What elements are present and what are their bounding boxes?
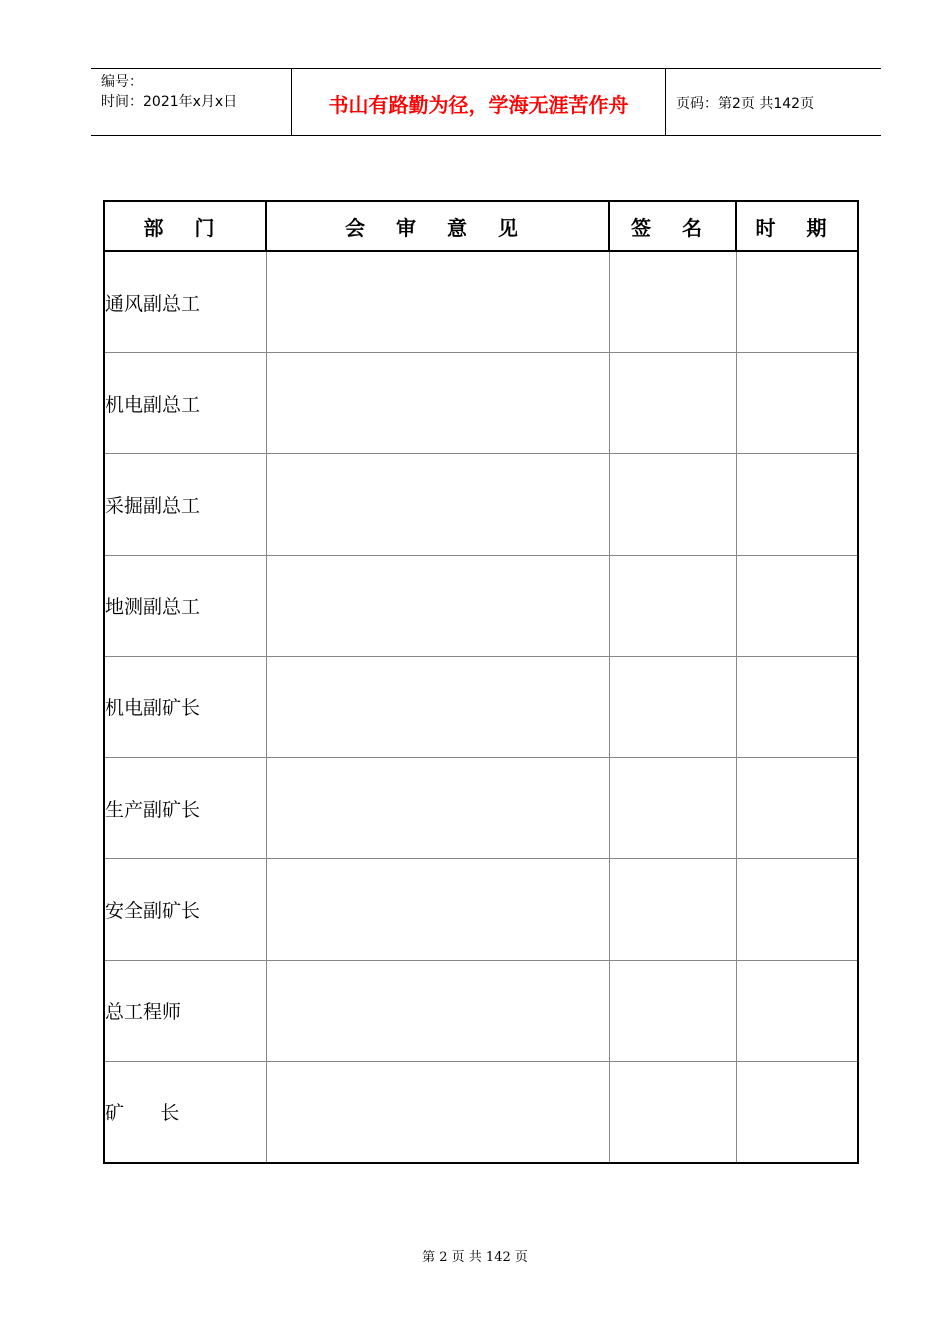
table-row [104, 656, 858, 757]
signature-cell[interactable] [609, 960, 736, 1061]
table-row [104, 758, 858, 859]
header-opinion: 会 审 意 见 [266, 201, 609, 251]
dept-cell: 采掘副总工 [104, 454, 266, 555]
signature-cell[interactable] [609, 1061, 736, 1163]
opinion-cell[interactable] [266, 353, 609, 454]
page-header [91, 68, 881, 136]
dept-cell: 生产副矿长 [104, 758, 266, 859]
page-footer: 第 2 页 共 142 页 [422, 1250, 528, 1265]
signature-cell[interactable] [609, 656, 736, 757]
opinion-cell[interactable] [266, 251, 609, 353]
date-cell[interactable] [736, 353, 858, 454]
dept-cell: 矿 长 [104, 1061, 266, 1163]
signature-cell[interactable] [609, 859, 736, 960]
time-label: 时间：2021年x月x日 [101, 94, 238, 110]
table-row [104, 555, 858, 656]
table-row [104, 454, 858, 555]
signature-cell[interactable] [609, 758, 736, 859]
table-row [104, 353, 858, 454]
table-row [104, 1061, 858, 1163]
header-motto-cell [292, 69, 666, 135]
date-cell[interactable] [736, 454, 858, 555]
page-info: 页码：第2页 共142页 [676, 96, 815, 112]
header-dept: 部 门 [104, 201, 266, 251]
number-label: 编号： [101, 74, 143, 90]
dept-cell: 通风副总工 [104, 251, 266, 353]
opinion-cell[interactable] [266, 656, 609, 757]
review-table [103, 200, 859, 1164]
table-header-row [104, 201, 858, 251]
motto-text: 书山有路勤为径，学海无涯苦作舟 [328, 93, 629, 117]
opinion-cell[interactable] [266, 859, 609, 960]
date-cell[interactable] [736, 960, 858, 1061]
header-page-cell [666, 69, 881, 135]
table-row [104, 251, 858, 353]
dept-cell: 总工程师 [104, 960, 266, 1061]
signature-cell[interactable] [609, 454, 736, 555]
date-cell[interactable] [736, 758, 858, 859]
header-signature: 签 名 [609, 201, 736, 251]
opinion-cell[interactable] [266, 1061, 609, 1163]
date-cell[interactable] [736, 859, 858, 960]
opinion-cell[interactable] [266, 454, 609, 555]
opinion-cell[interactable] [266, 960, 609, 1061]
date-cell[interactable] [736, 555, 858, 656]
dept-cell: 机电副矿长 [104, 656, 266, 757]
date-cell[interactable] [736, 1061, 858, 1163]
table-row [104, 859, 858, 960]
date-cell[interactable] [736, 251, 858, 353]
opinion-cell[interactable] [266, 555, 609, 656]
date-cell[interactable] [736, 656, 858, 757]
dept-cell: 安全副矿长 [104, 859, 266, 960]
signature-cell[interactable] [609, 555, 736, 656]
signature-cell[interactable] [609, 353, 736, 454]
header-meta-cell [91, 69, 292, 135]
opinion-cell[interactable] [266, 758, 609, 859]
signature-cell[interactable] [609, 251, 736, 353]
dept-cell: 机电副总工 [104, 353, 266, 454]
header-date: 时 期 [736, 201, 858, 251]
table-row [104, 960, 858, 1061]
dept-cell: 地测副总工 [104, 555, 266, 656]
